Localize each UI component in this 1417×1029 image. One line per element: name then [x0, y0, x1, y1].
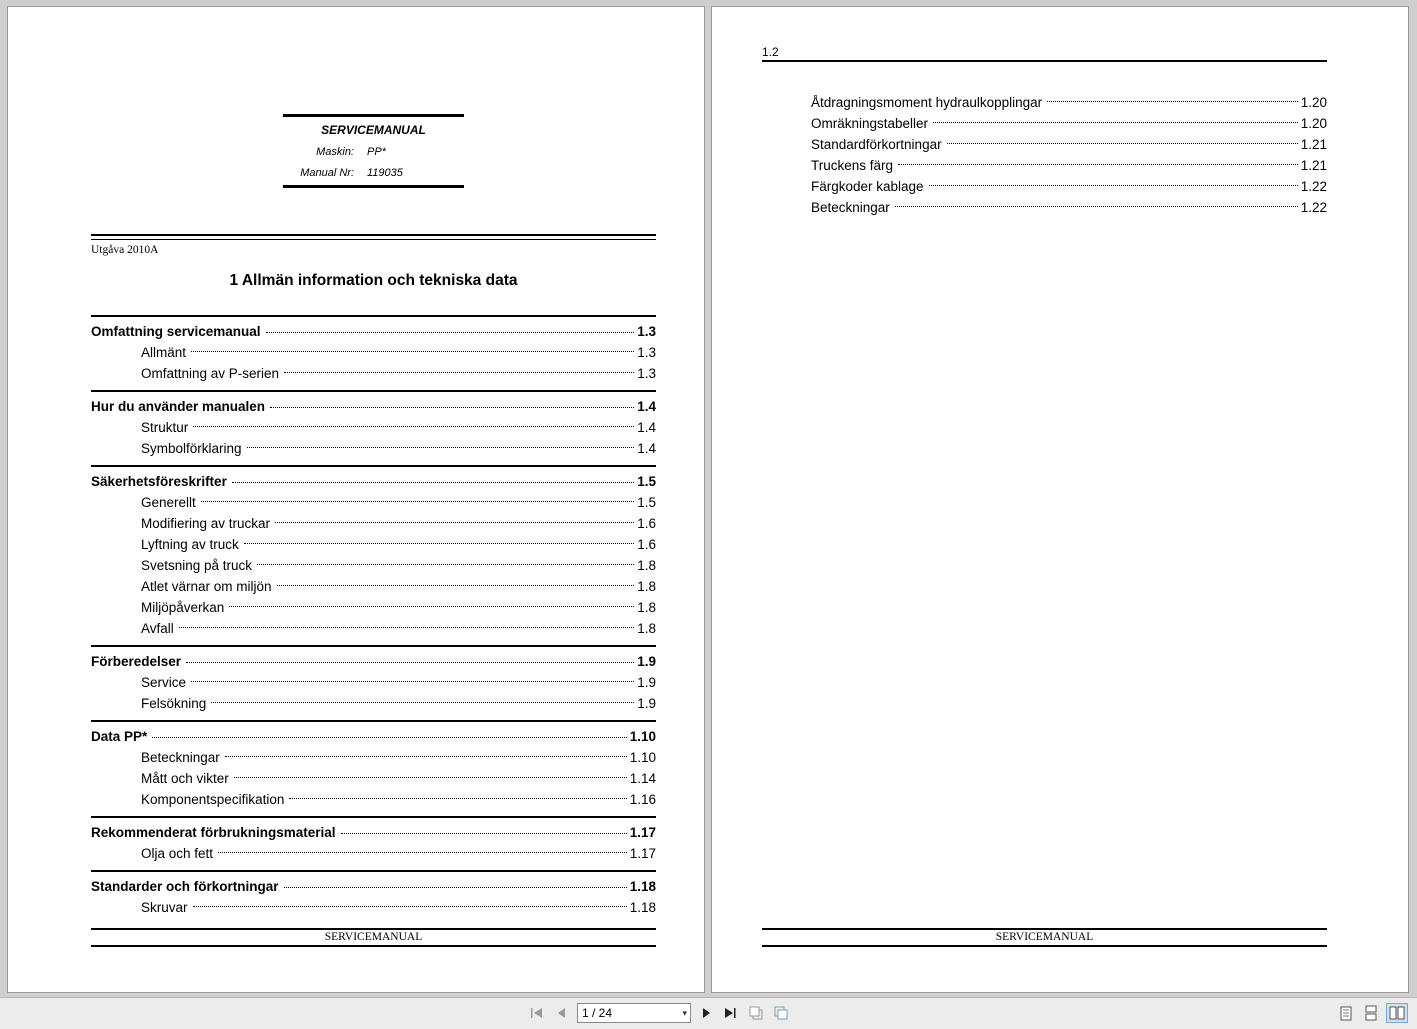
toc-entry-label: Rekommenderat förbrukningsmaterial: [91, 825, 336, 840]
toc-entry-page: 1.4: [637, 420, 656, 435]
continuous-view-icon[interactable]: [1360, 1003, 1382, 1023]
toc-section-heading[interactable]: [91, 874, 656, 894]
previous-page-icon[interactable]: [553, 1004, 571, 1022]
page-number: 1.2: [762, 45, 779, 59]
last-page-icon[interactable]: [721, 1004, 739, 1022]
toc-entry-page: 1.22: [1300, 179, 1327, 194]
toc-entry-page: 1.10: [629, 750, 656, 765]
toc-entry[interactable]: [811, 86, 1327, 110]
dot-leader: [193, 411, 634, 432]
footer-text: SERVICEMANUAL: [324, 931, 423, 943]
toc-entry-label: Data PP*: [91, 729, 148, 744]
toc-entry-label: Omfattning servicemanual: [91, 324, 261, 339]
toc-entry-label: Standardförkortningar: [811, 137, 942, 152]
toc-entry-page: 1.4: [637, 399, 656, 414]
machine-label: Maskin:: [316, 146, 354, 158]
dot-leader: [947, 128, 1298, 149]
toc-entry-page: 1.22: [1300, 200, 1327, 215]
toc-section-heading[interactable]: [91, 319, 656, 339]
toc-entry-label: Omfattning av P-serien: [141, 366, 280, 381]
toc-entry-label: Generellt: [141, 495, 196, 510]
toc-entry-label: Skruvar: [141, 900, 188, 915]
next-page-icon[interactable]: [697, 1004, 715, 1022]
toc-entry-page: 1.9: [637, 696, 656, 711]
dot-leader: [933, 107, 1298, 128]
toc-entry-label: Färgkoder kablage: [811, 179, 924, 194]
toc-section-heading[interactable]: [91, 724, 656, 744]
divider-double-rule: [91, 234, 656, 240]
toc-section: [91, 390, 656, 456]
dot-leader: [270, 394, 634, 411]
dot-leader: [289, 783, 626, 804]
page-right: [711, 6, 1409, 993]
first-page-icon[interactable]: [528, 1004, 546, 1022]
toc-section-heading[interactable]: [91, 394, 656, 414]
toc-entry-label: Olja och fett: [141, 846, 214, 861]
toc-section: [91, 720, 656, 807]
toc-entry-page: 1.18: [629, 900, 656, 915]
toc-entry-page: 1.16: [629, 792, 656, 807]
toc-entry-page: 1.3: [637, 345, 656, 360]
toc-entry-label: Allmänt: [141, 345, 187, 360]
dot-leader: [193, 891, 627, 912]
header-rule-bottom: [283, 185, 464, 188]
page-indicator: 1 / 24: [582, 1006, 613, 1020]
toc-entry-page: 1.8: [637, 579, 656, 594]
toc-entry-page: 1.20: [1300, 116, 1327, 131]
toc-entry-label: Truckens färg: [811, 158, 894, 173]
navigation-toolbar: [0, 997, 1417, 1029]
toc-entry-page: 1.3: [637, 324, 656, 339]
toc-entry-page: 1.17: [629, 825, 656, 840]
dot-leader: [895, 191, 1298, 212]
toc-entry-label: Modifiering av truckar: [141, 516, 271, 531]
toc-section: [91, 315, 656, 381]
dot-leader: [218, 837, 627, 858]
toc-entry-label: Standarder och förkortningar: [91, 879, 279, 894]
toc-section: [91, 870, 656, 915]
facing-pages-view-icon[interactable]: [1386, 1003, 1408, 1023]
toc-section-heading[interactable]: [91, 820, 656, 840]
toc-entry-label: Struktur: [141, 420, 189, 435]
toc-entry-page: 1.8: [637, 600, 656, 615]
dot-leader: [152, 724, 626, 741]
toc-entry-label: Lyftning av truck: [141, 537, 239, 552]
page-left: [7, 6, 705, 993]
toc-entry-label: Atlet värnar om miljön: [141, 579, 272, 594]
toc-entry-page: 1.8: [637, 621, 656, 636]
toc-entry-label: Beteckningar: [811, 200, 890, 215]
toc-entry-page: 1.21: [1300, 137, 1327, 152]
toc-entry-label: Svetsning på truck: [141, 558, 253, 573]
toc-entry-page: 1.4: [637, 441, 656, 456]
dot-leader: [341, 820, 627, 837]
dot-leader: [1047, 86, 1298, 107]
dot-leader: [244, 528, 634, 549]
chapter-title: 1 Allmän information och tekniska data: [229, 272, 518, 289]
dot-leader: [284, 357, 634, 378]
back-view-icon[interactable]: [747, 1004, 765, 1022]
dot-leader: [898, 149, 1298, 170]
dot-leader: [284, 874, 627, 891]
footer-text-right: SERVICEMANUAL: [995, 931, 1094, 943]
dot-leader: [929, 170, 1298, 191]
toc-entry-label: Symbolförklaring: [141, 441, 242, 456]
table-of-contents: [91, 303, 656, 915]
header-rule: [762, 60, 1327, 62]
forward-view-icon[interactable]: [772, 1004, 790, 1022]
toc-entry-label: Miljöpåverkan: [141, 600, 225, 615]
toc-section: [91, 465, 656, 636]
toc-entry-label: Komponentspecifikation: [141, 792, 285, 807]
toc-entry-page: 1.3: [637, 366, 656, 381]
page-footer: [91, 928, 656, 947]
dot-leader: [186, 649, 634, 666]
toc-entry-label: Förberedelser: [91, 654, 182, 669]
toc-entry-page: 1.21: [1300, 158, 1327, 173]
toc-entry-page: 1.8: [637, 558, 656, 573]
toc-entry-label: Beteckningar: [141, 750, 220, 765]
dot-leader: [191, 666, 634, 687]
toc-section-heading[interactable]: [91, 649, 656, 669]
machine-value: PP*: [367, 146, 386, 158]
dot-leader: [247, 432, 635, 453]
toc-entry-label: Mått och vikter: [141, 771, 229, 786]
toc-entry-page: 1.18: [629, 879, 656, 894]
toc-section: [91, 645, 656, 711]
toc-entry[interactable]: [91, 741, 656, 765]
manual-number-row: [283, 167, 464, 179]
toc-entry-page: 1.20: [1300, 95, 1327, 110]
manual-number-label: Manual Nr:: [300, 167, 354, 179]
toc-section: [91, 816, 656, 861]
dot-leader: [179, 612, 634, 633]
toc-entry-page: 1.6: [637, 537, 656, 552]
toc-entry-page: 1.10: [629, 729, 656, 744]
page-footer-right: [762, 928, 1327, 947]
toc-entry-label: Åtdragningsmoment hydraulkopplingar: [811, 95, 1043, 110]
toc-entry-label: Omräkningstabeller: [811, 116, 929, 131]
chevron-down-icon: ▾: [682, 1008, 687, 1018]
dot-leader: [232, 469, 634, 486]
toc-entry-page: 1.6: [637, 516, 656, 531]
toc-entry-page: 1.17: [629, 846, 656, 861]
toc-entry-label: Hur du använder manualen: [91, 399, 266, 414]
dot-leader: [201, 486, 634, 507]
toc-entry-page: 1.5: [637, 495, 656, 510]
dot-leader: [266, 319, 635, 336]
dot-leader: [211, 687, 634, 708]
machine-row: [283, 146, 464, 158]
dot-leader: [191, 336, 634, 357]
toc-entry-page: 1.5: [637, 474, 656, 489]
toc-entry-label: Felsökning: [141, 696, 207, 711]
header-rule-top: [283, 114, 464, 117]
toc-entry-page: 1.14: [629, 771, 656, 786]
toc-entry-page: 1.9: [637, 675, 656, 690]
single-page-view-icon[interactable]: [1335, 1003, 1357, 1023]
toc-entry-label: Avfall: [141, 621, 174, 636]
toc-entry-page: 1.9: [637, 654, 656, 669]
dot-leader: [277, 570, 635, 591]
manual-title: SERVICEMANUAL: [321, 123, 426, 137]
dot-leader: [257, 549, 634, 570]
toc-entry-label: Service: [141, 675, 187, 690]
toc-entry-label: Säkerhetsföreskrifter: [91, 474, 227, 489]
page-number-select[interactable]: [577, 1003, 691, 1023]
manual-number-value: 119035: [367, 167, 403, 179]
manual-header-box: [283, 114, 464, 188]
edition-label: Utgåva 2010A: [91, 244, 159, 256]
toc-section-heading[interactable]: [91, 469, 656, 489]
dot-leader: [275, 507, 634, 528]
dot-leader: [225, 741, 627, 762]
table-of-contents-continued: [811, 86, 1327, 215]
dot-leader: [234, 762, 627, 783]
dot-leader: [229, 591, 634, 612]
